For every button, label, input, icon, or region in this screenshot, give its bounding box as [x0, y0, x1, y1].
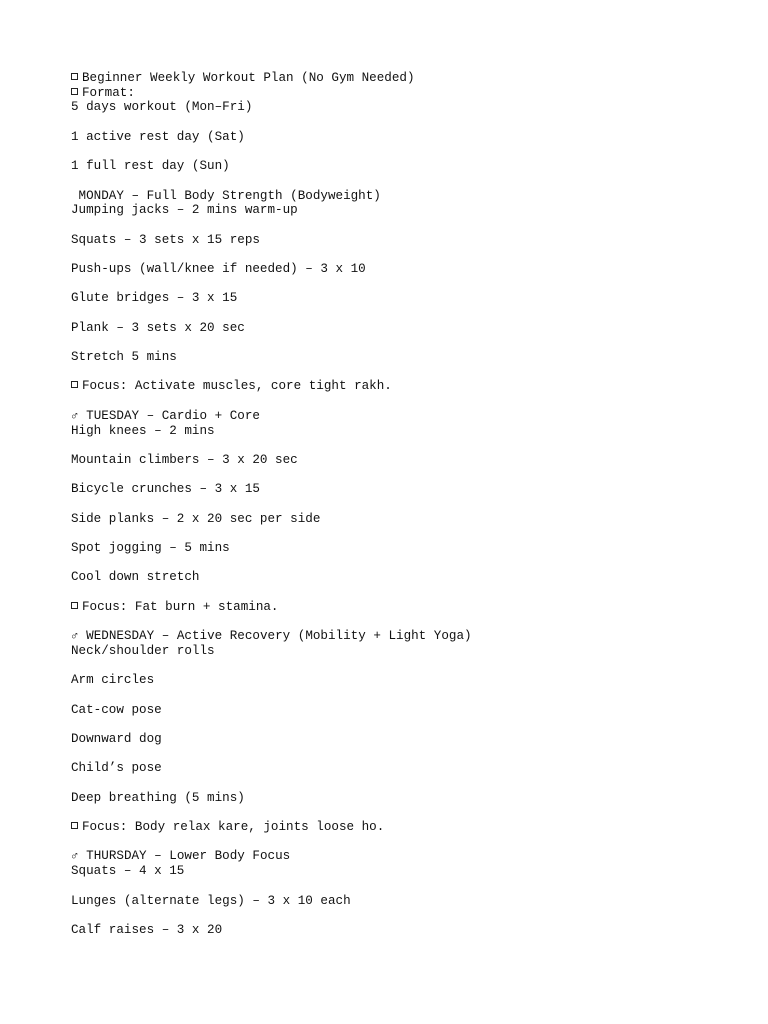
thursday-item: Lunges (alternate legs) – 3 x 10 each: [71, 893, 351, 908]
thursday-heading: THURSDAY – Lower Body Focus: [78, 849, 291, 864]
thursday-heading-line: [71, 849, 731, 864]
thursday-item: Squats – 4 x 15: [71, 864, 185, 879]
format-line: 1 full rest day (Sun): [71, 159, 230, 174]
tuesday-heading: TUESDAY – Cardio + Core: [78, 408, 260, 423]
monday-item: Plank – 3 sets x 20 sec: [71, 320, 245, 335]
monday-focus: Focus: Activate muscles, core tight rakh.: [82, 379, 392, 394]
wednesday-item: Child’s pose: [71, 761, 162, 776]
monday-item: Jumping jacks – 2 mins warm-up: [71, 203, 298, 218]
male-sign-icon: ♂: [71, 408, 79, 423]
male-sign-icon: ♂: [71, 849, 79, 864]
box-bullet-icon: [71, 73, 78, 80]
format-line: 5 days workout (Mon–Fri): [71, 100, 253, 115]
document-title: Beginner Weekly Workout Plan (No Gym Needed): [82, 71, 415, 85]
wednesday-item: Neck/shoulder rolls: [71, 643, 215, 658]
tuesday-heading-line: [71, 409, 731, 424]
wednesday-focus-line: [71, 820, 731, 835]
male-sign-icon: ♂: [71, 629, 79, 644]
wednesday-item: Deep breathing (5 mins): [71, 790, 245, 805]
wednesday-heading-line: [71, 629, 731, 644]
wednesday-focus: Focus: Body relax kare, joints loose ho.: [82, 820, 385, 835]
wednesday-heading: WEDNESDAY – Active Recovery (Mobility + Light Yoga): [78, 629, 472, 644]
wednesday-item: Cat-cow pose: [71, 702, 162, 717]
wednesday-item: Downward dog: [71, 731, 162, 746]
format-label: Format:: [82, 85, 135, 100]
box-bullet-icon: [71, 602, 78, 609]
box-bullet-icon: [71, 822, 78, 829]
wednesday-item: Arm circles: [71, 673, 155, 688]
monday-heading: MONDAY – Full Body Strength (Bodyweight): [71, 188, 381, 203]
tuesday-item: Spot jogging – 5 mins: [71, 541, 230, 555]
tuesday-item: Mountain climbers – 3 x 20 sec: [71, 452, 298, 467]
tuesday-item: High knees – 2 mins: [71, 423, 215, 438]
box-bullet-icon: [71, 381, 78, 388]
box-bullet-icon: [71, 88, 78, 95]
document-title-line: [71, 71, 731, 86]
thursday-item: Calf raises – 3 x 20: [71, 922, 223, 937]
monday-item: Push-ups (wall/knee if needed) – 3 x 10: [71, 261, 366, 276]
tuesday-focus-line: [71, 600, 731, 615]
monday-item: Squats – 3 sets x 15 reps: [71, 232, 260, 247]
tuesday-focus: Focus: Fat burn + stamina.: [82, 599, 279, 614]
format-line: 1 active rest day (Sat): [71, 129, 245, 144]
monday-item: Glute bridges – 3 x 15: [71, 291, 238, 306]
tuesday-item: Side planks – 2 x 20 sec per side: [71, 511, 321, 526]
format-label-line: [71, 86, 731, 101]
tuesday-item: Bicycle crunches – 3 x 15: [71, 482, 260, 497]
tuesday-item: Cool down stretch: [71, 570, 200, 585]
monday-item: Stretch 5 mins: [71, 350, 177, 365]
document-body: [71, 71, 731, 938]
monday-focus-line: [71, 379, 731, 394]
